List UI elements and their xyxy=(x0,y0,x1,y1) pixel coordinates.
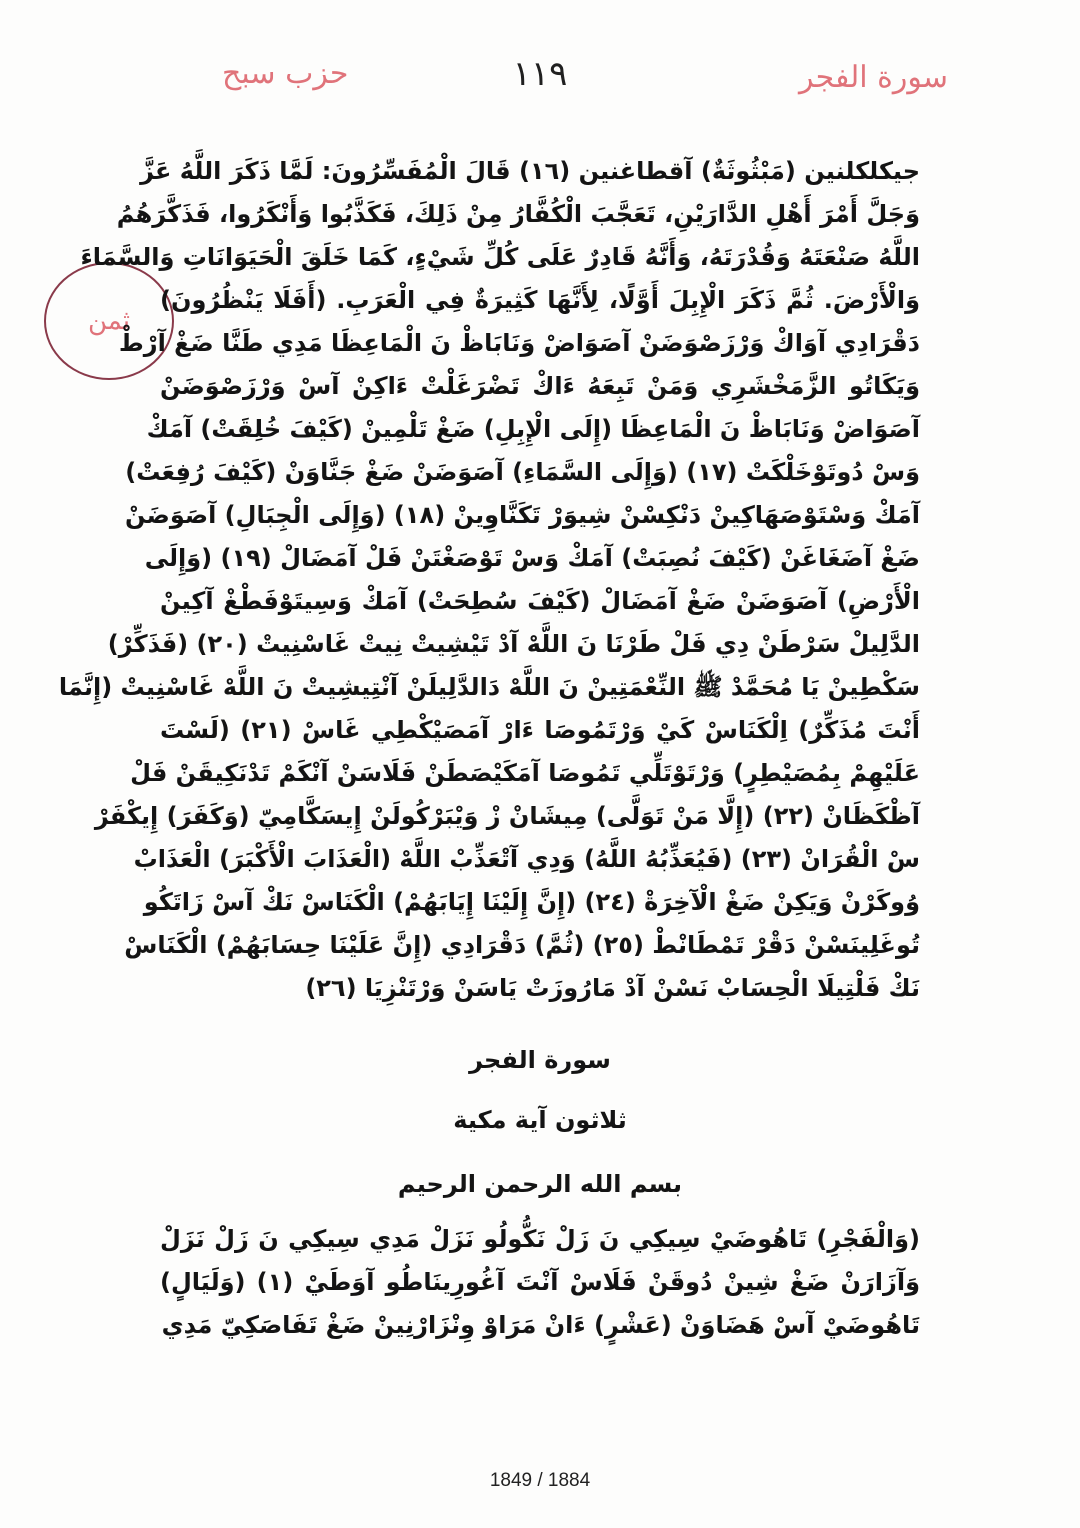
text-line: وَآزَارَنْ ضَغْ شِينْ دُوقَنْ فَلَاسْ آنْتَ آغُورِينَاطُو آوَطَيْ (١) (وَلَيَالٍ) xyxy=(160,1268,920,1296)
paragraph-2 xyxy=(160,1218,920,1347)
text-line: جيكلكلنين (مَبْثُوثَةٌ) آقطاغنين (١٦) قَالَ الْمُفَسِّرُونَ: لَمَّا ذَكَرَ اللَّهُ عَزَّ xyxy=(140,157,920,185)
text-line: نَكْ فَلْتِيلَا الْحِسَابْ نَسْنْ آدْ مَارُوزَتْ يَاسَنْ وَرْتَنْزِيَا (٢٦) xyxy=(305,974,920,1002)
page-counter: 1849 / 1884 xyxy=(489,1470,591,1491)
margin-note-hizb: حزب سبح xyxy=(222,56,349,91)
text-line: آصَوَاضْ وَنَابَاظْ نَ الْمَاعِظَا (إِلَى الْإِبِلِ) ضَغْ تَلْمِينْ (كَيْفَ خُلِقَتْ) آمَكْ xyxy=(146,415,920,443)
text-line: سْ الْقُرَانْ (٢٣) (فَيُعَذِّبُهُ اللَّهُ) وَدِي آتْعَذِّبْ اللَّهْ (الْعَذَابَ الْأَكْبَرَ) الْعَذَابْ xyxy=(133,845,920,873)
text-line: ضَغْ آضَغَاغَنْ (كَيْفَ نُصِبَتْ) آمَكْ وَسْ تَوْصَغْتَنْ فَلْ آمَضَالْ (١٩) (وَإِلَى xyxy=(144,544,920,572)
surah-title: سورة الفجر xyxy=(469,1046,611,1074)
text-line: وَيَكَاتُو الزَّمَخْشَرِي وَمَنْ تَبِعَهُ ءَاكْ تَضْرَغَلْتْ ءَاكِنْ آسْ وَرْزَصْوَضَنْ xyxy=(160,372,920,400)
text-line: تَاهُوضَيْ آسْ هَضَاوَنْ (عَشْرٍ) ءَانْ مَرَاوْ وِنْزَارْنِينْ ضَغْ تَفَاصَكِيّ مَدِي xyxy=(161,1311,920,1339)
margin-note-surah: سورة الفجر xyxy=(799,60,948,95)
text-line: أَنْتَ مُذَكِّرٌ) اِلْكَنَاسْ كَيْ وَرْتَمُوصَا ءَارْ آمَصَيْكْطِي غَاسْ (٢١) (لَسْتَ xyxy=(160,716,920,744)
text-line: وَسْ دُوتَوْخَلْكَتْ (١٧) (وَإِلَى السَّمَاءِ) آصَوَضَنْ ضَغْ جَنَّاوَنْ (كَيْفَ رُفِعَتْ) xyxy=(125,458,920,486)
text-line: آظْكَظَانْ (٢٢) (إِلَّا مَنْ تَوَلَّى) مِيشَانْ زْ وَيْبَرْكُولَنْ إِيسَكَّامِيّ (وَكَفَرَ) إِيكْفَرْ xyxy=(94,802,920,830)
surah-info: ثلاثون آية مكية xyxy=(453,1106,627,1134)
text-line: وَجَلَّ أَمْرَ أَهْلِ الدَّارَيْنِ، تَعَجَّبَ الْكُفَّارُ مِنْ ذَلِكَ، فَكَذَّبُوا وَأَنْكَرُوا، فَذَكَّرَهُمُ xyxy=(116,200,920,228)
text-line: الْأَرْضِ) آصَوَضَنْ ضَغْ آمَضَالْ (كَيْفَ سُطِحَتْ) آمَكْ وَسِيتَوْفَطْغْ آكِينْ xyxy=(160,587,920,615)
text-line: وُوكَرْنْ وَيَكِنْ ضَغْ الْآخِرَةْ (٢٤) (إِنَّ إِلَيْنَا إِيَابَهُمْ) الْكَنَاسْ نَكْ آسْ زَاتَكُو xyxy=(143,888,920,916)
page-number: ١١٩ xyxy=(512,54,568,94)
basmala: بسم الله الرحمن الرحيم xyxy=(397,1170,683,1198)
text-line: آمَكْ وَسْتَوْصَهَاكِينْ دَنْكِسْنْ شِيوَرْ تَكَنَّاوِينْ (١٨) (وَإِلَى الْجِبَالِ) آصَوَضَنْ xyxy=(125,501,920,529)
text-line: وَالْأَرْضَ. ثُمَّ ذَكَرَ الْإِبِلَ أَوَّلًا، لِأَنَّهَا كَثِيرَةٌ فِي الْعَرَبِ. (أَفَلَا يَنْظُرُونَ) xyxy=(160,286,920,314)
text-line: (وَالْفَجْرِ) تَاهُوضَيْ سِيكِي نَ زَلْ نَكُّولُو نَزَلْ مَدِي سِيكِي نَ زَلْ نَزَلْ xyxy=(160,1225,920,1253)
text-line: دَقْرَادِي آوَاكْ وَرْزَصْوَضَنْ آصَوَاضْ وَنَابَاظْ نَ الْمَاعِظَا مَدِي طَنَّا ضَغْ آرْطْ xyxy=(118,329,920,357)
text-line: سَكْطِينْ يَا مُحَمَّدْ ﷺ النِّعْمَتِينْ نَ اللَّهْ دَالدَّلِيلَنْ آنْتِيشِيتْ نَ اللَّهْ غَاسْنِيتْ (إِنَّمَا xyxy=(58,673,920,701)
margin-circle-text: ثمن xyxy=(87,306,131,336)
text-line: تُوغَلِينَسْنْ دَقْرْ تَمْطَانْطْ (٢٥) (ثُمَّ) دَقْرَادِي (إِنَّ عَلَيْنَا حِسَابَهُمْ) الْكَنَاسْ xyxy=(124,931,920,959)
text-line: الدَّلِيلْ سَرْطَنْ دِي فَلْ طَرْنَا نَ اللَّهْ آدْ تَيْشِيتْ نِيتْ غَاسْنِيتْ (٢٠) (فَذَكِّرْ) xyxy=(107,630,920,658)
text-line: عَلَيْهِمْ بِمُصَيْطِرٍ) وَرْتَوْتَلِّي تَمُوصَا آمَكَيْصَطَنْ فَلَاسَنْ آنْكَمْ تَدْنَكِيقَنْ فَلْ xyxy=(130,759,920,787)
text-line: اللَّهُ صَنْعَتَهُ وَقُدْرَتَهُ، وَأَنَّهُ قَادِرٌ عَلَى كُلِّ شَيْءٍ، كَمَا خَلَقَ الْحَيَوَانَاتِ وَالسَّمَاءَ xyxy=(80,243,920,271)
